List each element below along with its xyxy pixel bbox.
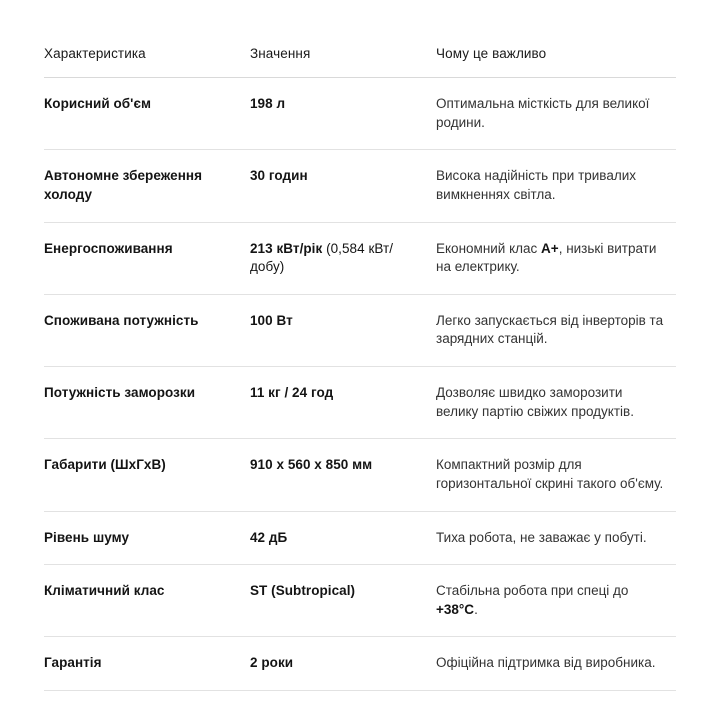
table-row [44,294,676,366]
cell-importance-text: Легко запускається від інверторів та зарядних станцій. [436,312,664,347]
cell-value-main: ST (Subtropical) [250,583,356,599]
cell-importance-text: Висока надійність при тривалих вимкненнях світла. [436,168,637,202]
cell-feature: Кліматичний клас [44,565,250,637]
cell-value-main: 42 дБ [250,529,288,545]
cell-importance [436,150,676,222]
table-header-row [44,46,676,78]
cell-importance-text-tail: . [474,601,478,617]
cell-value [250,367,436,439]
cell-importance-text: Економний клас [436,240,542,256]
cell-value-main: 213 кВт/рік [250,240,323,256]
table-body [44,78,676,691]
cell-feature: Корисний об'єм [44,78,250,150]
cell-importance-text: Компактний розмір для горизонтальної скрині такого об'єму. [436,457,664,491]
cell-value [250,565,436,637]
cell-feature: Габарити (ШхГхВ) [44,439,250,511]
cell-value [250,511,436,565]
cell-importance [436,222,676,294]
cell-value-main: 2 роки [250,655,294,671]
table-row [44,637,676,691]
cell-importance-text: Офіційна підтримка від виробника. [436,655,656,671]
specifications-table [44,46,676,691]
cell-importance-text: Дозволяє швидко заморозити велику партію свіжих продуктів. [436,385,634,419]
cell-value-main: 100 Вт [250,312,293,328]
cell-value-main: 198 л [250,96,286,111]
cell-importance [436,511,676,565]
cell-feature: Автономне збереження холоду [44,150,250,222]
table-row [44,150,676,222]
table-row [44,439,676,511]
cell-importance-accent: A+ [541,240,559,256]
cell-feature: Споживана потужність [44,294,250,366]
cell-importance [436,565,676,637]
cell-importance [436,439,676,511]
cell-importance-text: Тиха робота, не заважає у побуті. [436,529,647,545]
cell-value-main: 30 годин [250,168,308,184]
cell-importance-text: Стабільна робота при спеці до [436,583,629,599]
cell-value [250,78,436,150]
cell-feature: Рівень шуму [44,511,250,565]
cell-value [250,294,436,366]
cell-value-main: 11 кг / 24 год [250,385,334,400]
cell-importance [436,367,676,439]
cell-value-main: 910 x 560 x 850 мм [250,457,373,473]
cell-importance-text: Оптимальна місткість для великої родини. [436,96,650,130]
cell-importance-accent: +38°C [436,601,475,617]
table-row [44,222,676,294]
cell-value-sub: (0,584 кВт/добу) [250,240,394,275]
cell-feature: Потужність заморозки [44,367,250,439]
cell-importance [436,78,676,150]
cell-feature: Енергоспоживання [44,222,250,294]
column-header-importance: Чому це важливо [436,46,676,78]
table-header [44,46,676,78]
cell-value [250,222,436,294]
table-row [44,511,676,565]
table-row [44,78,676,150]
cell-importance [436,294,676,366]
table-row [44,367,676,439]
column-header-value: Значення [250,46,436,78]
cell-importance [436,637,676,691]
table-row [44,565,676,637]
column-header-feature: Характеристика [44,46,250,78]
cell-feature: Гарантія [44,637,250,691]
cell-importance-text-tail: , низькі витрати на електрику. [436,240,657,275]
cell-value [250,150,436,222]
cell-value [250,637,436,691]
cell-value [250,439,436,511]
